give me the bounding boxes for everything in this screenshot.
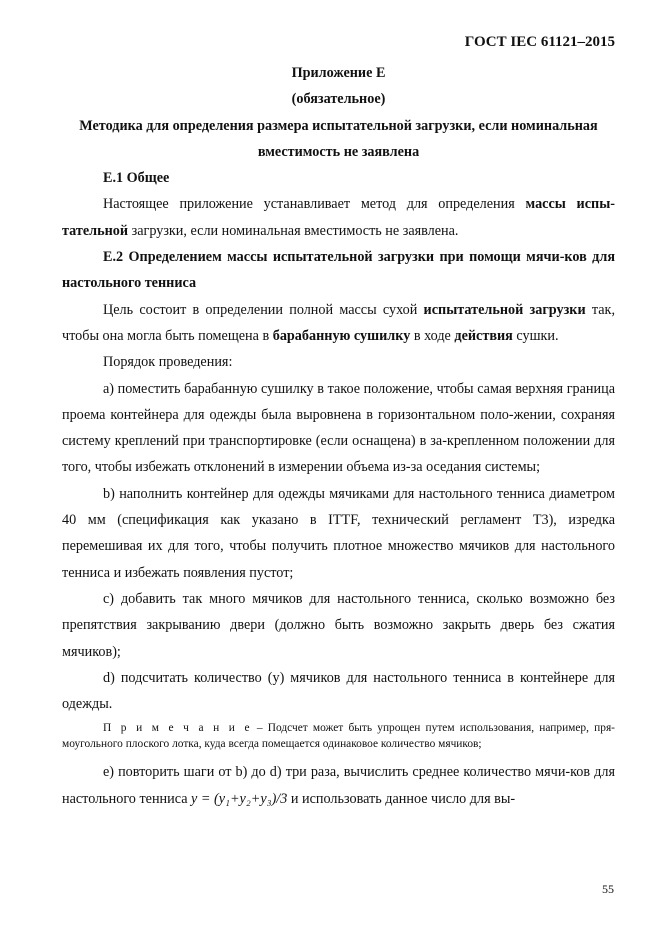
page-number: 55	[602, 882, 614, 896]
annex-heading: Методика для определения размера испытательной загрузки, если номинальная вместимость не заявлена	[79, 117, 598, 160]
procedure-label: Порядок проведения:	[103, 354, 233, 371]
step-e	[62, 759, 615, 812]
text-run: e) повторить шаги от b) до d) три раза, вычислить среднее количество мячи-ков для настольного тенниса	[62, 764, 615, 807]
section-e1-heading: Е.1 Общее	[103, 170, 170, 187]
text-run: Настоящее приложение устанавливает метод для определения	[103, 196, 526, 213]
text-run: и использовать данное число для вы-	[287, 790, 516, 807]
text-run: в ходе	[410, 327, 455, 344]
term-test-load-mass: массы испы-тательной	[62, 196, 616, 239]
goal-paragraph	[62, 297, 615, 350]
average-formula: y = (y₁+y₂+y₃)/3	[191, 790, 288, 807]
text-run: Цель состоит в определении полной массы сухой	[103, 301, 424, 318]
text-run: так, чтобы она могла быть помещена в	[62, 301, 615, 344]
step-d: d) подсчитать количество (y) мячиков для настольного тенниса в контейнере для одежды.	[62, 669, 615, 713]
page-content	[62, 60, 615, 812]
note	[62, 721, 615, 752]
text-run: сушки.	[512, 327, 559, 344]
step-b: b) наполнить контейнер для одежды мячиками для настольного тенниса диаметром 40 мм (спецификация как указано в ITTF, технический регламент Т3), изредка перемешивая их для того, чтобы получить плотное множество мячиков для настольного тенниса и избежать появления пустот;	[62, 485, 615, 581]
step-c: c) добавить так много мячиков для настольного тенниса, сколько возможно без препятствия закрыванию двери (должно быть возможно закрыть дверь без сжатия мячиков);	[62, 590, 615, 660]
text-run: загрузки, если номинальная вместимость не заявлена.	[128, 222, 459, 239]
term-test-load: испытательной загрузки	[423, 301, 586, 318]
standard-id: ГОСТ IEC 61121–2015	[464, 34, 615, 50]
note-text: – Подсчет может быть упрощен путем использования, например, пря-моугольного плоского лотка, куда всегда помещается одинаковое количество мячиков;	[62, 722, 615, 750]
annex-title: Приложение Е	[291, 65, 386, 81]
step-a: а) поместить барабанную сушилку в такое положение, чтобы самая верхняя граница проема контейнера для одежды была выровнена в горизонтальном поло-жении, сохраняя систему креплений при транспортировке (если оснащена) в за-крепленном положении для того, чтобы избежать отклонений в измерении объема из-за оседания системы;	[62, 380, 615, 476]
term-action: действия	[454, 327, 513, 344]
term-tumble-dryer: барабанную сушилку	[272, 327, 411, 344]
section-e2-heading: Е.2 Определением массы испытательной загрузки при помощи мячи-ков для настольного тенниса	[62, 249, 615, 292]
section-e1-paragraph	[62, 191, 615, 244]
note-label: П р и м е ч а н и е	[103, 722, 252, 735]
annex-status: (обязательное)	[291, 91, 386, 108]
